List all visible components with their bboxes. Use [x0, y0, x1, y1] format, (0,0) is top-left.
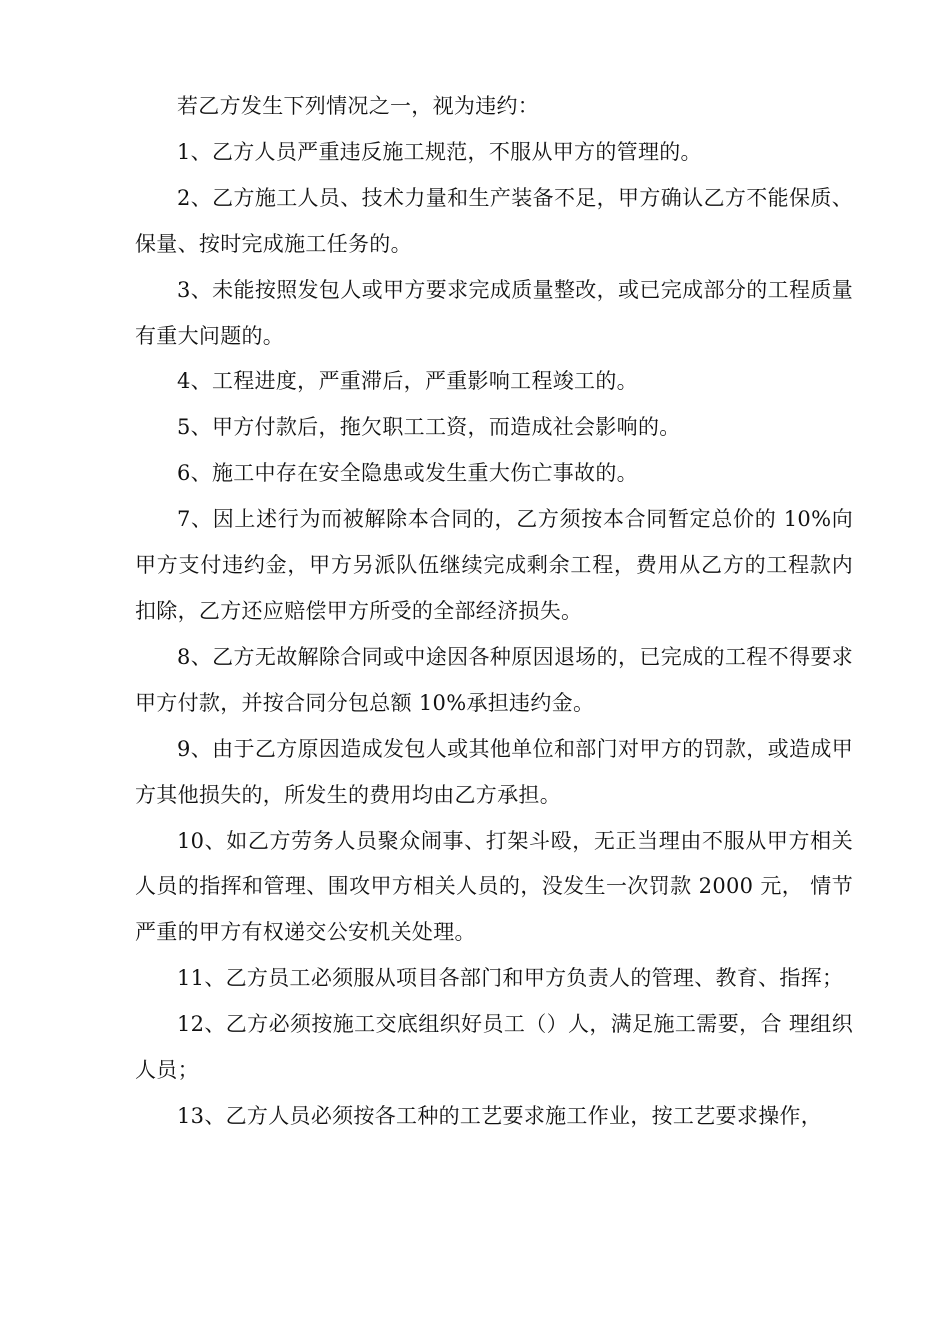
paragraph-item-1: 1、乙方人员严重违反施工规范，不服从甲方的管理的。	[177, 139, 702, 164]
paragraph-item-13: 13、乙方人员必须按各工种的工艺要求施工作业，按工艺要求操作，	[177, 1103, 823, 1128]
paragraph-item-11: 11、乙方员工必须服从项目各部门和甲方负责人的管理、教育、指挥；	[177, 966, 844, 991]
paragraph-item-4: 4、工程进度，严重滞后，严重影响工程竣工的。	[177, 369, 638, 394]
paragraph-item-12: 12、乙方必须按施工交底组织好员工（）人，满足施工需要，合 理组织人员；	[135, 1012, 853, 1083]
paragraph-intro: 若乙方发生下列情况之一，视为违约：	[177, 94, 540, 118]
paragraph-item-5: 5、甲方付款后，拖欠职工工资，而造成社会影响的。	[177, 415, 681, 440]
paragraph-item-6: 6、施工中存在安全隐患或发生重大伤亡事故的。	[177, 461, 638, 486]
document-body	[135, 84, 853, 1140]
paragraph-item-9: 9、由于乙方原因造成发包人或其他单位和部门对甲方的罚款，或造成甲方其他损失的，所发生的费用均由乙方承担。	[135, 736, 853, 807]
paragraph-item-10: 10、如乙方劳务人员聚众闹事、打架斗殴，无正当理由不服从甲方相关人员的指挥和管理、围攻甲方相关人员的，没发生一次罚款 2000 元， 情节严重的甲方有权递交公安机关处理。	[135, 828, 853, 945]
paragraph-item-2: 2、乙方施工人员、技术力量和生产装备不足，甲方确认乙方不能保质、保量、按时完成施工任务的。	[135, 185, 853, 256]
paragraph-item-7: 7、因上述行为而被解除本合同的，乙方须按本合同暂定总价的 10%向甲方支付违约金，甲方另派队伍继续完成剩余工程，费用从乙方的工程款内扣除，乙方还应赔偿甲方所受的全部经济损失。	[135, 507, 853, 623]
paragraph-item-8: 8、乙方无故解除合同或中途因各种原因退场的，已完成的工程不得要求甲方付款，并按合同分包总额 10%承担违约金。	[135, 644, 853, 715]
paragraph-item-3: 3、未能按照发包人或甲方要求完成质量整改，或已完成部分的工程质量有重大问题的。	[135, 277, 853, 348]
